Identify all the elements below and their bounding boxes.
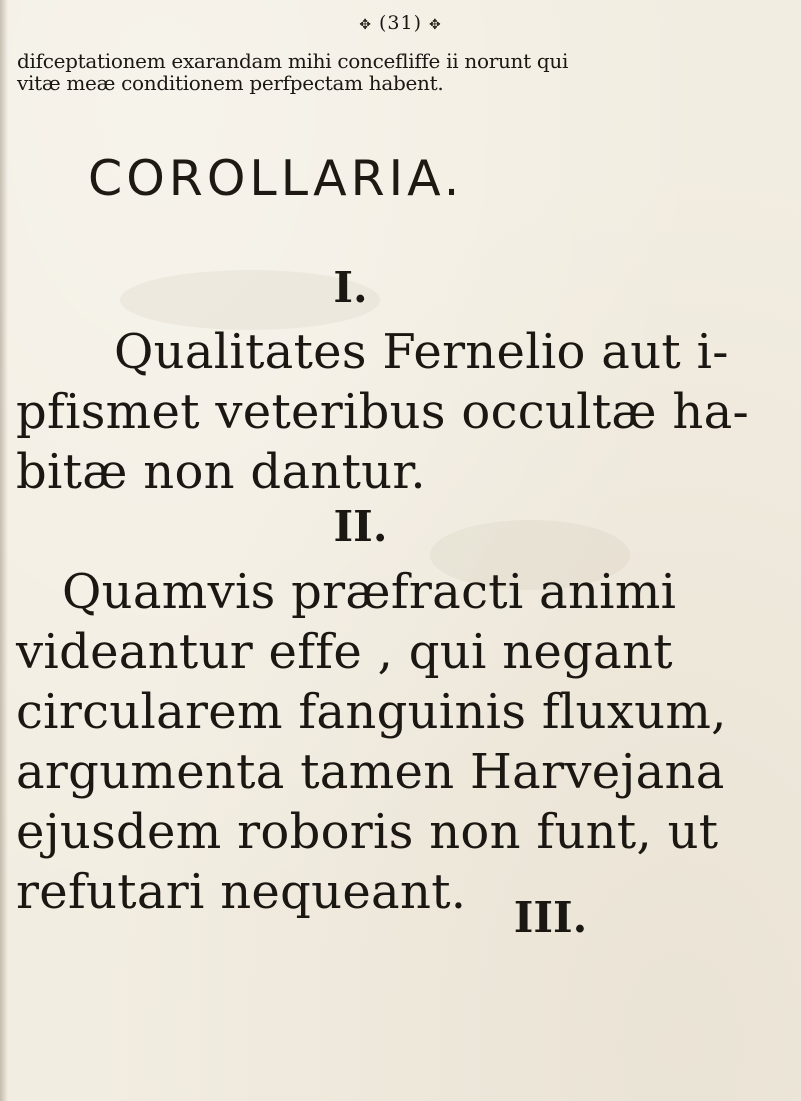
text-line: argumenta tamen Harvejana [16,744,725,800]
text-line: Qualitates Fernelio aut i- [114,324,729,380]
text-line: ejusdem roboris non funt, ut [16,804,719,860]
text-line: difceptationem exarandam mihi concefliffe ii norunt qui [17,49,569,73]
text-line: pfismet veteribus occultæ ha- [16,384,750,440]
text-line: circularem fanguinis fluxum, [16,684,727,740]
text-line: vitæ meæ conditionem perfpectam habent. [17,71,444,95]
section-heading: COROLLARIA. [88,150,464,207]
corollary-numeral: III. [513,893,588,942]
text-line: refutari nequeant. [16,864,467,920]
ornament-right-icon: ✥ [429,17,442,33]
carryover-text [17,50,787,94]
text-line: Quamvis præfracti animi [62,564,677,620]
page-number: (31) [378,12,422,34]
ornament-left-icon: ✥ [359,17,372,33]
corollary-numeral: I. [333,263,368,312]
text-line: bitæ non dantur. [16,444,426,500]
corollary-text [0,562,801,922]
running-head [0,12,801,34]
corollary-text [0,322,801,502]
text-line: videantur effe , qui negant [16,624,673,680]
corollary-numeral: II. [333,502,388,551]
